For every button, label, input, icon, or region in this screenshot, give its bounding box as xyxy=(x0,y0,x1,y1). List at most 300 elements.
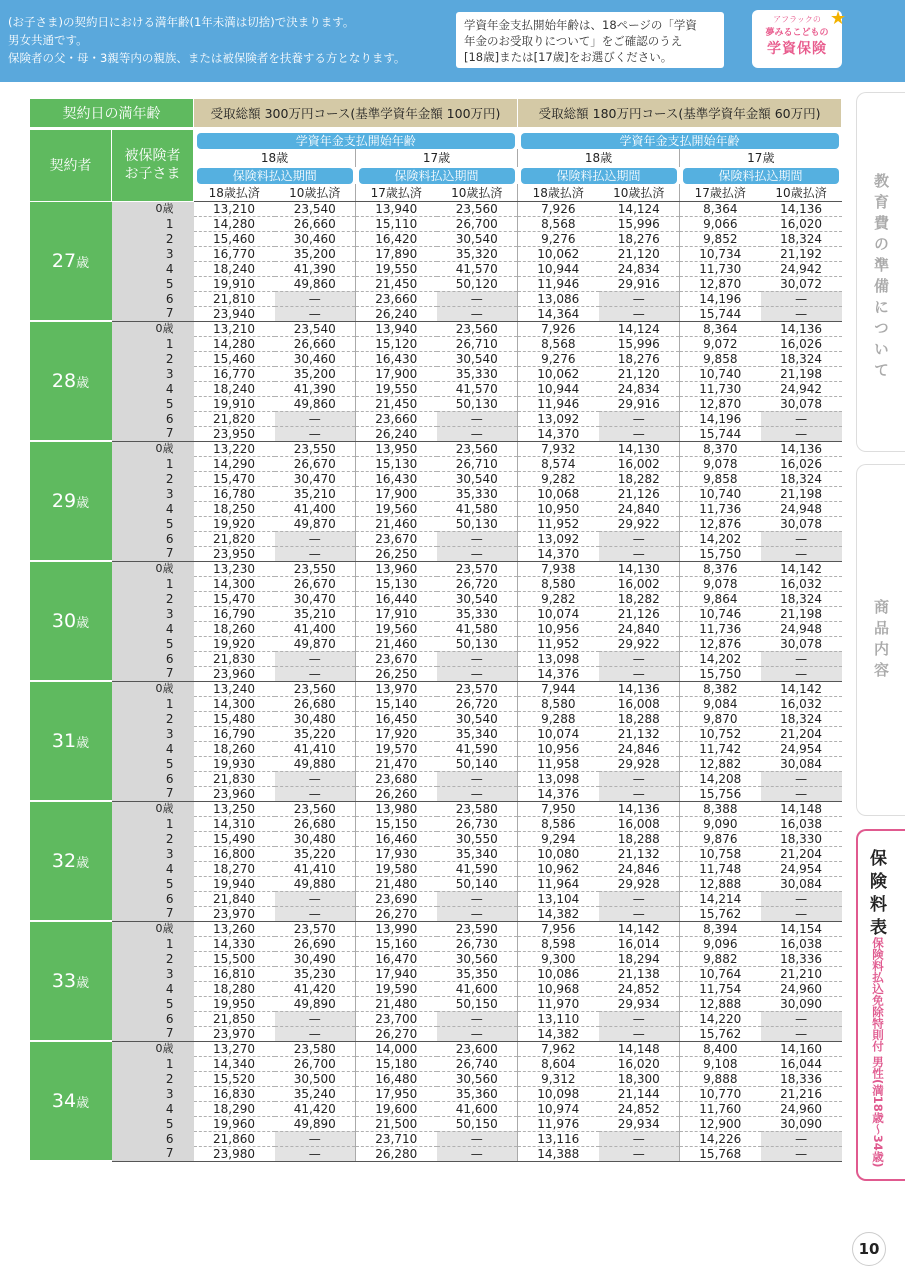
premium-cell: 35,330 xyxy=(437,366,518,381)
premium-cell: — xyxy=(275,426,356,441)
child-age: 4 xyxy=(112,381,194,396)
premium-cell: 15,470 xyxy=(194,591,275,606)
premium-cell: 30,470 xyxy=(275,591,356,606)
premium-cell: 19,560 xyxy=(356,621,437,636)
premium-cell: 50,150 xyxy=(437,996,518,1011)
column-header: 18歳払済 xyxy=(194,184,275,202)
premium-cell: 15,996 xyxy=(599,336,680,351)
premium-cell: 19,940 xyxy=(194,876,275,891)
premium-cell: 24,960 xyxy=(761,981,842,996)
premium-cell: 14,388 xyxy=(518,1146,599,1161)
premium-cell: 30,460 xyxy=(275,231,356,246)
premium-cell: 16,460 xyxy=(356,831,437,846)
premium-cell: 10,740 xyxy=(680,486,761,501)
child-age: 0歳 xyxy=(112,201,194,216)
premium-cell: 9,084 xyxy=(680,696,761,711)
child-age: 7 xyxy=(112,906,194,921)
premium-cell: 18,240 xyxy=(194,261,275,276)
premium-cell: 9,078 xyxy=(680,456,761,471)
premium-cell: 16,008 xyxy=(599,696,680,711)
premium-cell: 21,830 xyxy=(194,771,275,786)
child-age: 3 xyxy=(112,606,194,621)
table-row xyxy=(30,231,842,246)
premium-cell: 35,340 xyxy=(437,726,518,741)
premium-cell: 35,220 xyxy=(275,846,356,861)
premium-cell: 10,956 xyxy=(518,621,599,636)
contractor-age: 34 xyxy=(51,1090,77,1112)
premium-cell: 16,420 xyxy=(356,231,437,246)
premium-cell: 35,330 xyxy=(437,486,518,501)
premium-cell: 11,964 xyxy=(518,876,599,891)
premium-cell: 26,280 xyxy=(356,1146,437,1161)
tab-product-content[interactable] xyxy=(856,464,905,816)
child-age: 5 xyxy=(112,756,194,771)
logo-line3: 学資保険 xyxy=(767,41,827,57)
premium-cell: 15,110 xyxy=(356,216,437,231)
premium-cell: 23,560 xyxy=(275,801,356,816)
column-header: 17歳払済 xyxy=(680,184,761,202)
premium-cell: — xyxy=(761,411,842,426)
table-row xyxy=(30,906,842,921)
premium-cell: 21,850 xyxy=(194,1011,275,1026)
premium-cell: 26,660 xyxy=(275,216,356,231)
premium-cell: 26,700 xyxy=(437,216,518,231)
premium-cell: 18,260 xyxy=(194,741,275,756)
start-age-notice xyxy=(456,12,724,68)
premium-cell: 21,192 xyxy=(761,246,842,261)
premium-cell: 29,928 xyxy=(599,876,680,891)
premium-cell: 9,282 xyxy=(518,471,599,486)
premium-cell: 41,390 xyxy=(275,261,356,276)
premium-cell: 13,260 xyxy=(194,921,275,936)
premium-cell: 29,916 xyxy=(599,396,680,411)
premium-cell: 8,388 xyxy=(680,801,761,816)
premium-cell: 23,540 xyxy=(275,201,356,216)
table-row xyxy=(30,1101,842,1116)
table-row xyxy=(30,336,842,351)
premium-cell: 15,762 xyxy=(680,906,761,921)
tab-education-cost[interactable] xyxy=(856,92,905,452)
table-row xyxy=(30,471,842,486)
premium-cell: 21,126 xyxy=(599,606,680,621)
premium-cell: 18,324 xyxy=(761,591,842,606)
star-icon: ★ xyxy=(830,8,847,29)
premium-cell: 18,282 xyxy=(599,471,680,486)
table-row xyxy=(30,1026,842,1041)
premium-cell: 9,858 xyxy=(680,471,761,486)
premium-cell: — xyxy=(275,771,356,786)
premium-cell: 29,934 xyxy=(599,996,680,1011)
table-row xyxy=(30,1131,842,1146)
premium-cell: 13,092 xyxy=(518,411,599,426)
premium-cell: 11,730 xyxy=(680,261,761,276)
premium-cell: 10,074 xyxy=(518,606,599,621)
age-17-header: 17歳 xyxy=(747,151,775,165)
premium-cell: 10,770 xyxy=(680,1086,761,1101)
child-age: 5 xyxy=(112,396,194,411)
premium-cell: 21,810 xyxy=(194,291,275,306)
premium-cell: 30,480 xyxy=(275,711,356,726)
premium-cell: 21,132 xyxy=(599,846,680,861)
premium-cell: 13,116 xyxy=(518,1131,599,1146)
premium-cell: 16,430 xyxy=(356,471,437,486)
premium-cell: 17,910 xyxy=(356,606,437,621)
premium-cell: 35,240 xyxy=(275,1086,356,1101)
premium-cell: 8,382 xyxy=(680,681,761,696)
premium-cell: 14,370 xyxy=(518,426,599,441)
table-row xyxy=(30,516,842,531)
child-age: 2 xyxy=(112,831,194,846)
premium-cell: 15,130 xyxy=(356,576,437,591)
contractor-age: 31 xyxy=(51,730,77,752)
premium-cell: 13,230 xyxy=(194,561,275,576)
premium-cell: 21,460 xyxy=(356,636,437,651)
insured-label: 被保険者 お子さま xyxy=(112,130,194,202)
premium-cell: 11,736 xyxy=(680,501,761,516)
premium-cell: 15,744 xyxy=(680,426,761,441)
premium-cell: 14,364 xyxy=(518,306,599,321)
premium-cell: 30,090 xyxy=(761,996,842,1011)
premium-cell: 15,744 xyxy=(680,306,761,321)
premium-cell: 19,960 xyxy=(194,1116,275,1131)
child-age: 5 xyxy=(112,636,194,651)
premium-cell: 16,026 xyxy=(761,336,842,351)
column-header: 10歳払済 xyxy=(275,184,356,202)
premium-cell: 18,270 xyxy=(194,861,275,876)
premium-cell: 7,944 xyxy=(518,681,599,696)
premium-cell: 35,210 xyxy=(275,606,356,621)
premium-cell: 41,600 xyxy=(437,981,518,996)
premium-cell: 21,120 xyxy=(599,246,680,261)
premium-cell: 19,950 xyxy=(194,996,275,1011)
premium-cell: 9,078 xyxy=(680,576,761,591)
premium-cell: 8,364 xyxy=(680,321,761,336)
premium-cell: 13,980 xyxy=(356,801,437,816)
premium-cell: 9,864 xyxy=(680,591,761,606)
premium-cell: 23,560 xyxy=(437,201,518,216)
child-age: 7 xyxy=(112,306,194,321)
header-notes xyxy=(8,13,405,67)
table-row xyxy=(30,1071,842,1086)
table-row xyxy=(30,756,842,771)
premium-cell: 11,760 xyxy=(680,1101,761,1116)
premium-cell: — xyxy=(761,531,842,546)
child-age: 3 xyxy=(112,726,194,741)
premium-cell: 16,440 xyxy=(356,591,437,606)
premium-cell: — xyxy=(275,546,356,561)
premium-cell: 30,540 xyxy=(437,471,518,486)
premium-cell: 30,460 xyxy=(275,351,356,366)
table-body xyxy=(30,201,842,1161)
premium-cell: 35,340 xyxy=(437,846,518,861)
premium-cell: 26,680 xyxy=(275,816,356,831)
table-row xyxy=(30,561,842,576)
contractor-age-cell xyxy=(30,921,112,1041)
child-age: 1 xyxy=(112,336,194,351)
premium-cell: 9,882 xyxy=(680,951,761,966)
child-age: 7 xyxy=(112,786,194,801)
premium-cell: 24,834 xyxy=(599,381,680,396)
table-row xyxy=(30,786,842,801)
premium-cell: — xyxy=(437,906,518,921)
premium-cell: 12,876 xyxy=(680,516,761,531)
premium-cell: 18,288 xyxy=(599,831,680,846)
child-age: 1 xyxy=(112,1056,194,1071)
child-age: 0歳 xyxy=(112,801,194,816)
premium-cell: 16,480 xyxy=(356,1071,437,1086)
contractor-age: 29 xyxy=(51,490,77,512)
premium-cell: 14,124 xyxy=(599,201,680,216)
premium-cell: 50,140 xyxy=(437,876,518,891)
premium-cell: 26,690 xyxy=(275,936,356,951)
tab-premium-table[interactable] xyxy=(856,829,905,1181)
premium-cell: 29,922 xyxy=(599,516,680,531)
child-age: 0歳 xyxy=(112,681,194,696)
premium-cell: 7,956 xyxy=(518,921,599,936)
premium-cell: — xyxy=(599,1131,680,1146)
premium-cell: 26,670 xyxy=(275,456,356,471)
premium-cell: 23,980 xyxy=(194,1146,275,1161)
premium-cell: 41,400 xyxy=(275,621,356,636)
table-row xyxy=(30,591,842,606)
premium-cell: 16,470 xyxy=(356,951,437,966)
premium-cell: 21,138 xyxy=(599,966,680,981)
premium-cell: 41,570 xyxy=(437,261,518,276)
contractor-age: 27 xyxy=(51,249,77,272)
premium-cell: 26,260 xyxy=(356,786,437,801)
premium-cell: 14,148 xyxy=(599,1041,680,1056)
premium-cell: 18,324 xyxy=(761,711,842,726)
premium-cell: 14,382 xyxy=(518,906,599,921)
premium-cell: 41,600 xyxy=(437,1101,518,1116)
header-note: (お子さま)の契約日における満年齢(1年未満は切捨)で決まります。 xyxy=(8,15,355,29)
premium-cell: 14,330 xyxy=(194,936,275,951)
period-header: 保険料払込期間 xyxy=(359,168,515,184)
period-header: 保険料払込期間 xyxy=(521,168,677,184)
premium-cell: 16,026 xyxy=(761,456,842,471)
premium-cell: — xyxy=(761,666,842,681)
table-row xyxy=(30,846,842,861)
premium-cell: 30,470 xyxy=(275,471,356,486)
premium-cell: 15,520 xyxy=(194,1071,275,1086)
premium-cell: 10,758 xyxy=(680,846,761,861)
child-age: 5 xyxy=(112,996,194,1011)
premium-cell: 14,202 xyxy=(680,651,761,666)
table-row xyxy=(30,501,842,516)
child-age: 1 xyxy=(112,936,194,951)
premium-cell: 49,880 xyxy=(275,876,356,891)
premium-cell: 21,198 xyxy=(761,366,842,381)
table-row xyxy=(30,396,842,411)
premium-cell: 21,480 xyxy=(356,876,437,891)
premium-cell: — xyxy=(437,1146,518,1161)
child-age: 0歳 xyxy=(112,921,194,936)
premium-cell: 30,480 xyxy=(275,831,356,846)
premium-cell: 15,180 xyxy=(356,1056,437,1071)
premium-cell: 8,568 xyxy=(518,216,599,231)
premium-cell: 24,960 xyxy=(761,1101,842,1116)
premium-cell: 13,220 xyxy=(194,441,275,456)
premium-cell: 13,970 xyxy=(356,681,437,696)
table-row xyxy=(30,246,842,261)
premium-cell: 26,730 xyxy=(437,816,518,831)
contractor-age-cell xyxy=(30,201,112,321)
premium-cell: 13,940 xyxy=(356,321,437,336)
table-row xyxy=(30,1116,842,1131)
premium-cell: — xyxy=(761,906,842,921)
premium-cell: 8,394 xyxy=(680,921,761,936)
premium-cell: 35,210 xyxy=(275,486,356,501)
premium-cell: 8,400 xyxy=(680,1041,761,1056)
premium-cell: 11,952 xyxy=(518,516,599,531)
premium-cell: 15,996 xyxy=(599,216,680,231)
age-suffix: 歳 xyxy=(76,376,90,391)
column-header: 17歳払済 xyxy=(356,184,437,202)
premium-cell: 14,376 xyxy=(518,666,599,681)
premium-cell: — xyxy=(761,651,842,666)
child-age: 4 xyxy=(112,741,194,756)
premium-cell: — xyxy=(599,1026,680,1041)
table-row xyxy=(30,366,842,381)
premium-cell: 18,336 xyxy=(761,951,842,966)
premium-cell: 10,098 xyxy=(518,1086,599,1101)
child-age: 3 xyxy=(112,1086,194,1101)
premium-cell: 14,136 xyxy=(761,441,842,456)
premium-cell: 10,974 xyxy=(518,1101,599,1116)
premium-cell: 15,150 xyxy=(356,816,437,831)
premium-cell: 17,900 xyxy=(356,486,437,501)
premium-cell: 23,660 xyxy=(356,411,437,426)
premium-cell: 13,210 xyxy=(194,201,275,216)
premium-cell: 11,970 xyxy=(518,996,599,1011)
premium-cell: — xyxy=(599,291,680,306)
premium-cell: 17,930 xyxy=(356,846,437,861)
premium-cell: 26,270 xyxy=(356,906,437,921)
premium-cell: 30,540 xyxy=(437,351,518,366)
premium-cell: 11,736 xyxy=(680,621,761,636)
premium-cell: 16,044 xyxy=(761,1056,842,1071)
premium-cell: 18,260 xyxy=(194,621,275,636)
child-age: 6 xyxy=(112,531,194,546)
table-row xyxy=(30,621,842,636)
premium-cell: — xyxy=(275,906,356,921)
premium-cell: 29,922 xyxy=(599,636,680,651)
premium-cell: 50,150 xyxy=(437,1116,518,1131)
premium-cell: 23,950 xyxy=(194,546,275,561)
table-row xyxy=(30,321,842,336)
contractor-age-cell xyxy=(30,681,112,801)
premium-cell: 15,500 xyxy=(194,951,275,966)
premium-cell: 15,756 xyxy=(680,786,761,801)
table-row xyxy=(30,876,842,891)
child-age: 4 xyxy=(112,261,194,276)
premium-cell: 14,226 xyxy=(680,1131,761,1146)
premium-cell: 7,938 xyxy=(518,561,599,576)
premium-cell: 11,946 xyxy=(518,396,599,411)
premium-cell: — xyxy=(275,411,356,426)
premium-cell: 14,136 xyxy=(599,801,680,816)
table-row xyxy=(30,351,842,366)
child-age: 1 xyxy=(112,216,194,231)
premium-cell: 49,870 xyxy=(275,516,356,531)
table-row xyxy=(30,276,842,291)
premium-cell: 16,770 xyxy=(194,246,275,261)
logo-line2: 夢みるこどもの xyxy=(765,28,829,38)
premium-cell: — xyxy=(599,786,680,801)
premium-cell: 24,954 xyxy=(761,861,842,876)
premium-cell: 13,086 xyxy=(518,291,599,306)
premium-cell: 21,132 xyxy=(599,726,680,741)
contractor-label: 契約者 xyxy=(30,130,112,202)
premium-cell: 23,960 xyxy=(194,666,275,681)
table-row xyxy=(30,711,842,726)
child-age: 0歳 xyxy=(112,1041,194,1056)
premium-cell: 21,470 xyxy=(356,756,437,771)
premium-cell: 13,240 xyxy=(194,681,275,696)
table-row xyxy=(30,576,842,591)
period-header: 保険料払込期間 xyxy=(197,168,353,184)
premium-cell: 7,926 xyxy=(518,321,599,336)
premium-cell: 21,204 xyxy=(761,726,842,741)
premium-cell: 16,810 xyxy=(194,966,275,981)
premium-cell: 18,300 xyxy=(599,1071,680,1086)
premium-cell: 23,560 xyxy=(437,321,518,336)
premium-cell: 9,870 xyxy=(680,711,761,726)
premium-cell: 30,078 xyxy=(761,516,842,531)
premium-cell: 19,910 xyxy=(194,276,275,291)
premium-cell: 29,928 xyxy=(599,756,680,771)
premium-cell: 16,430 xyxy=(356,351,437,366)
notice-line: 学資年金支払開始年齢は、18ページの「学資 xyxy=(464,18,697,32)
notice-line: [18歳]または[17歳]をお選びください。 xyxy=(464,50,673,64)
premium-cell: 17,920 xyxy=(356,726,437,741)
premium-cell: 14,142 xyxy=(761,681,842,696)
premium-cell: 14,300 xyxy=(194,696,275,711)
premium-cell: — xyxy=(761,1011,842,1026)
premium-cell: 23,660 xyxy=(356,291,437,306)
premium-cell: — xyxy=(437,1131,518,1146)
premium-cell: 50,120 xyxy=(437,276,518,291)
child-age: 3 xyxy=(112,246,194,261)
premium-cell: 19,910 xyxy=(194,396,275,411)
premium-cell: — xyxy=(437,666,518,681)
premium-cell: 23,950 xyxy=(194,426,275,441)
premium-cell: 30,084 xyxy=(761,756,842,771)
premium-cell: 15,470 xyxy=(194,471,275,486)
premium-cell: 14,130 xyxy=(599,441,680,456)
premium-cell: 13,250 xyxy=(194,801,275,816)
column-header: 10歳払済 xyxy=(437,184,518,202)
premium-cell: 16,780 xyxy=(194,486,275,501)
premium-cell: 21,860 xyxy=(194,1131,275,1146)
premium-cell: — xyxy=(275,1131,356,1146)
column-header: 18歳払済 xyxy=(518,184,599,202)
age-18-header: 18歳 xyxy=(194,149,356,167)
table-row xyxy=(30,1011,842,1026)
table-row xyxy=(30,681,842,696)
premium-cell: 23,550 xyxy=(275,561,356,576)
premium-cell: 23,550 xyxy=(275,441,356,456)
premium-cell: 14,382 xyxy=(518,1026,599,1041)
premium-cell: 30,550 xyxy=(437,831,518,846)
premium-cell: 19,930 xyxy=(194,756,275,771)
premium-cell: 24,840 xyxy=(599,621,680,636)
premium-cell: 8,580 xyxy=(518,576,599,591)
premium-cell: 26,250 xyxy=(356,546,437,561)
child-age: 7 xyxy=(112,426,194,441)
premium-cell: 10,074 xyxy=(518,726,599,741)
child-age: 0歳 xyxy=(112,321,194,336)
